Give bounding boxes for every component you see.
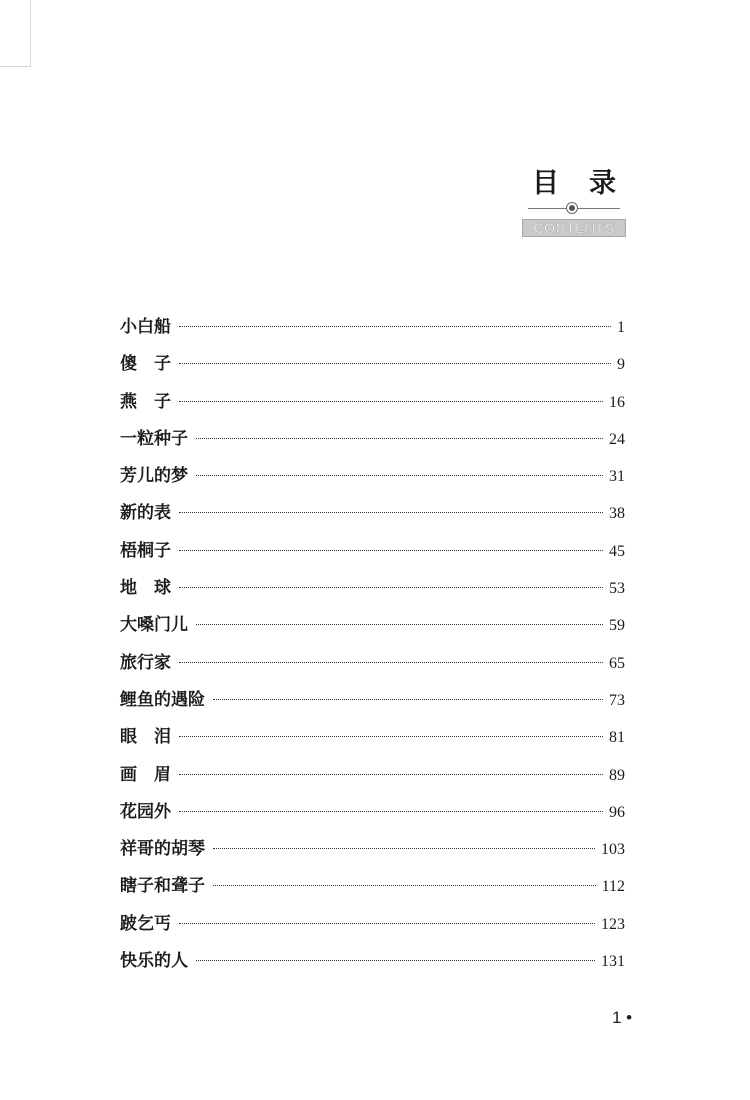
toc-entry[interactable] [120, 798, 625, 835]
toc-entry-page: 16 [609, 393, 625, 411]
toc-entry-page: 103 [601, 841, 625, 859]
dot-leader [196, 624, 603, 625]
toc-entry-title: 傻 子 [120, 354, 171, 375]
crop-mark [0, 0, 31, 67]
dot-leader [213, 699, 603, 700]
toc-entry-title: 眼 泪 [120, 727, 171, 748]
toc-entry-title: 新的表 [120, 503, 171, 524]
toc-header [522, 166, 626, 237]
dot-leader [179, 811, 603, 812]
toc-entry-title: 一粒种子 [120, 428, 188, 449]
toc-entry-page: 1 [617, 319, 625, 336]
page-number: 1 • [612, 1008, 633, 1027]
toc-entry-page: 24 [609, 430, 625, 448]
toc-entry[interactable] [120, 537, 625, 574]
toc-entry[interactable] [120, 835, 625, 872]
toc-entry[interactable] [120, 872, 625, 909]
toc-entry-title: 鲤鱼的遇险 [120, 689, 205, 710]
title-char-1: 目 [532, 168, 559, 199]
toc-entry[interactable] [120, 388, 625, 425]
dot-leader [213, 848, 595, 849]
toc-entry[interactable] [120, 574, 625, 611]
toc-entry-page: 123 [601, 915, 625, 933]
toc-list [120, 313, 625, 984]
toc-entry-title: 小白船 [120, 317, 171, 337]
toc-entry[interactable] [120, 611, 625, 648]
dot-leader [196, 438, 603, 439]
toc-entry-page: 45 [609, 542, 625, 560]
toc-entry-title: 跛乞丐 [120, 913, 171, 934]
toc-entry-page: 31 [609, 468, 625, 486]
toc-entry-page: 59 [609, 617, 625, 635]
toc-entry[interactable] [120, 499, 625, 536]
ornament-divider [522, 202, 626, 216]
toc-entry-page: 65 [609, 654, 625, 672]
toc-entry-title: 燕 子 [120, 391, 171, 412]
toc-entry[interactable] [120, 462, 625, 499]
toc-entry[interactable] [120, 425, 625, 462]
page-title [522, 166, 626, 202]
contents-label: CONTENTS [522, 219, 626, 237]
toc-entry[interactable] [120, 910, 625, 947]
toc-entry-title: 梧桐子 [120, 540, 171, 561]
toc-entry-page: 81 [609, 729, 625, 747]
toc-entry-title: 快乐的人 [120, 951, 188, 972]
toc-entry-page: 96 [609, 803, 625, 821]
toc-entry[interactable] [120, 649, 625, 686]
toc-entry[interactable] [120, 761, 625, 798]
dot-leader [179, 587, 603, 588]
toc-entry[interactable] [120, 686, 625, 723]
toc-entry-title: 花园外 [120, 801, 171, 822]
toc-entry[interactable] [120, 947, 625, 984]
dot-leader [179, 401, 603, 402]
dot-leader [179, 662, 603, 663]
dot-leader [179, 512, 603, 513]
dot-leader [179, 923, 595, 924]
dot-leader [196, 960, 595, 961]
toc-entry-title: 大嗓门儿 [120, 615, 188, 636]
dot-leader [179, 326, 611, 327]
toc-entry-title: 旅行家 [120, 652, 171, 673]
dot-leader [196, 475, 603, 476]
toc-entry-page: 73 [609, 691, 625, 709]
toc-entry-title: 祥哥的胡琴 [120, 839, 205, 860]
toc-entry-page: 89 [609, 766, 625, 784]
toc-entry[interactable] [120, 350, 625, 387]
toc-entry-page: 38 [609, 505, 625, 523]
dot-leader [179, 736, 603, 737]
toc-entry-page: 9 [617, 356, 625, 374]
dot-leader [179, 363, 611, 364]
toc-entry-page: 53 [609, 580, 625, 598]
ornament-circle-icon [566, 202, 578, 214]
dot-leader [179, 550, 603, 551]
toc-entry[interactable] [120, 313, 625, 350]
toc-entry-title: 画 眉 [120, 764, 171, 785]
toc-entry-page: 131 [601, 953, 625, 971]
dot-leader [179, 774, 603, 775]
toc-entry-page: 112 [601, 878, 625, 896]
toc-entry-title: 瞎子和聋子 [120, 876, 205, 897]
dot-leader [213, 885, 596, 886]
toc-entry-title: 芳儿的梦 [120, 466, 188, 487]
title-char-2: 录 [589, 168, 616, 199]
toc-entry[interactable] [120, 723, 625, 760]
toc-entry-title: 地 球 [120, 578, 171, 599]
